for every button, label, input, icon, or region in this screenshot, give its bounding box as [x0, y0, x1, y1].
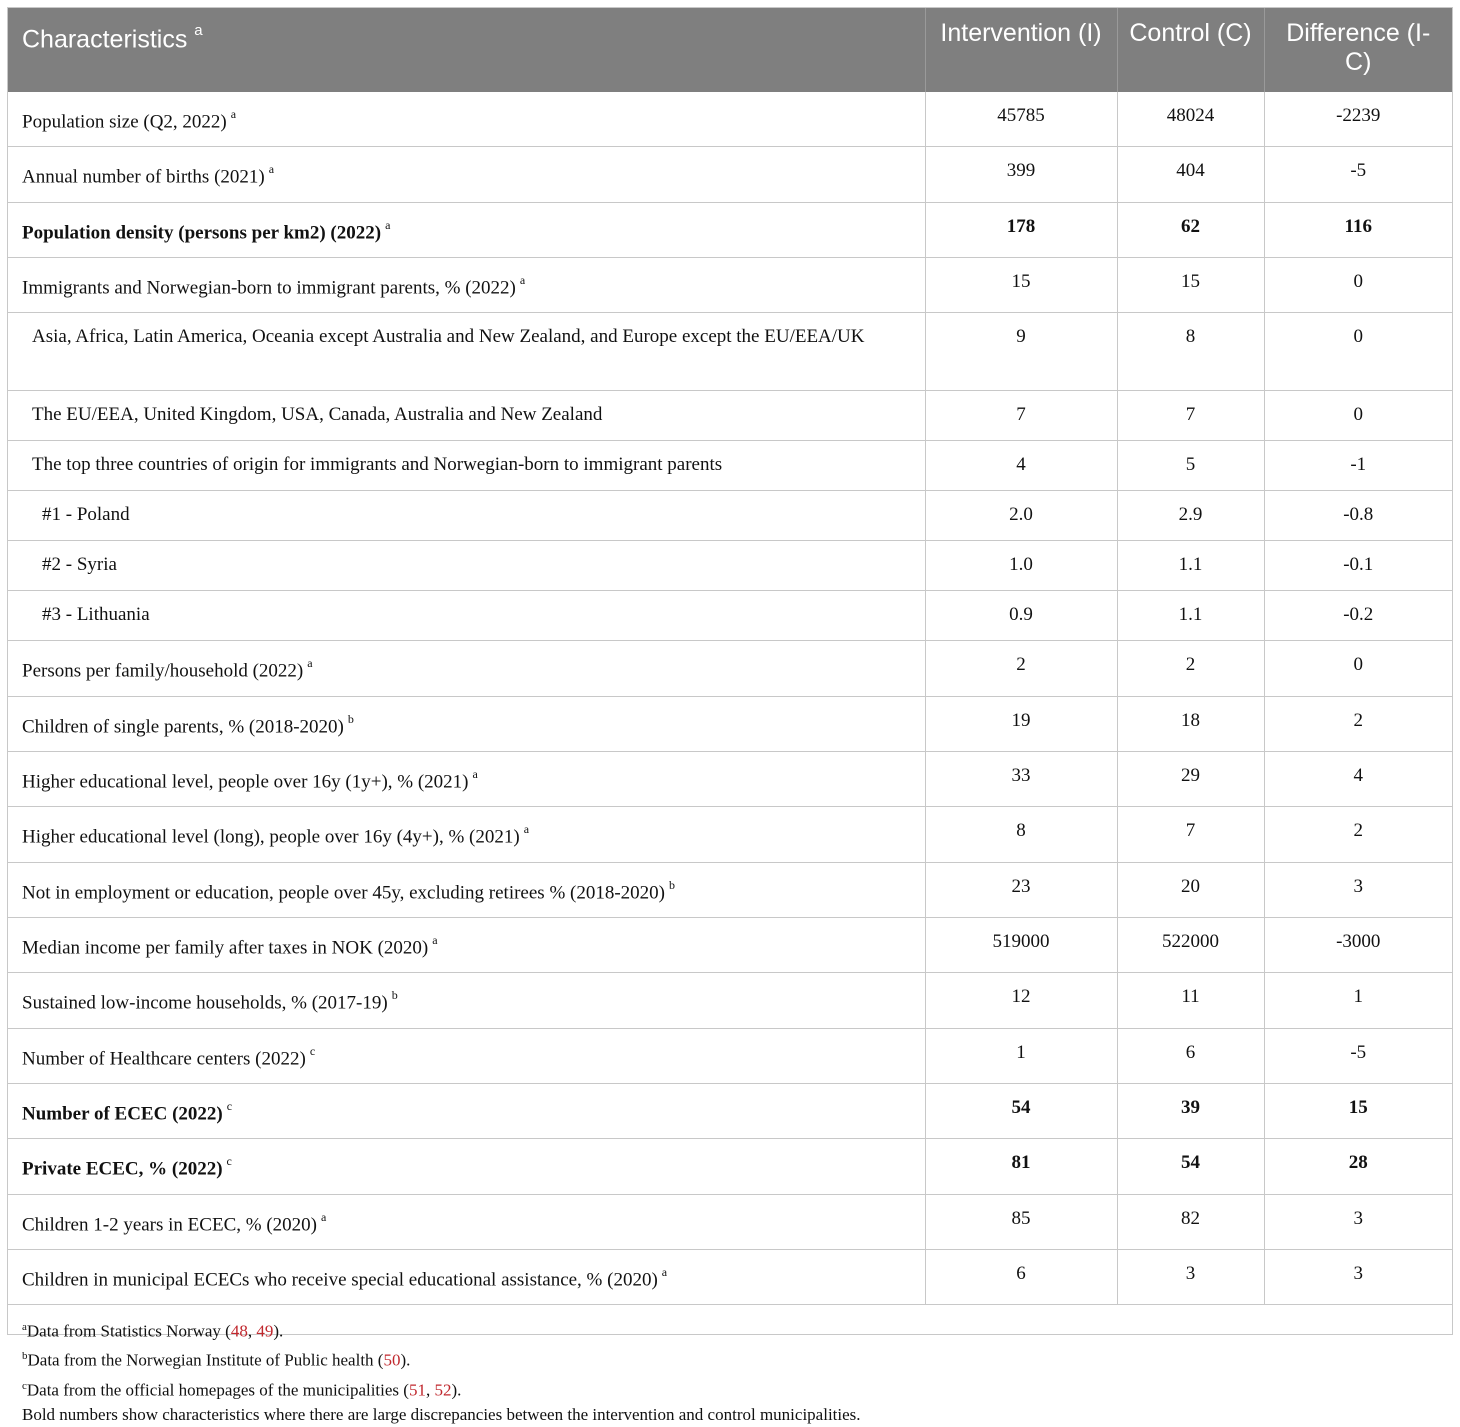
table-row [8, 1249, 1452, 1304]
table-row [8, 917, 1452, 972]
table-row [8, 1028, 1452, 1083]
table-row-highlighted [8, 202, 1452, 257]
row-label: Not in employment or education, people over 45y, excluding retirees % (2018-2020) $^b$ [8, 862, 925, 917]
difference-value: 0 [1264, 391, 1452, 441]
header-difference: Difference (I-C) [1286, 19, 1431, 76]
table-row [8, 751, 1452, 806]
footnote-a: $^a$Data from Statistics Norway (48, 49). [22, 1321, 284, 1341]
row-label: Asia, Africa, Latin America, Oceania except Australia and New Zealand, and Europe except the EU/EEA/UK [8, 313, 925, 391]
control-value: 11 [1117, 973, 1264, 1028]
control-value: 54 [1117, 1139, 1264, 1194]
control-value: 7 [1117, 391, 1264, 441]
intervention-value: 178 [925, 202, 1117, 257]
difference-value: -2239 [1264, 92, 1452, 147]
difference-value: -3000 [1264, 917, 1452, 972]
table-row [8, 541, 1452, 591]
row-label: Number of Healthcare centers (2022) $^c$ [8, 1028, 925, 1083]
difference-value: 116 [1264, 202, 1452, 257]
table-row [8, 391, 1452, 441]
row-label: Higher educational level, people over 16y (1y+), % (2021) $^a$ [8, 751, 925, 806]
intervention-value: 1 [925, 1028, 1117, 1083]
intervention-value: 15 [925, 257, 1117, 312]
row-label: Immigrants and Norwegian-born to immigrant parents, % (2022) $^a$ [8, 257, 925, 312]
control-value: 5 [1117, 441, 1264, 491]
intervention-value: 4 [925, 441, 1117, 491]
table-row [8, 862, 1452, 917]
footnote-c: $^c$Data from the official homepages of the municipalities (51, 52). [22, 1379, 462, 1400]
intervention-value: 54 [925, 1083, 1117, 1138]
difference-value: 0 [1264, 313, 1452, 391]
table-row [8, 147, 1452, 202]
control-value: 7 [1117, 807, 1264, 862]
table-row-highlighted [8, 1139, 1452, 1194]
table-row [8, 1194, 1452, 1249]
intervention-value: 519000 [925, 917, 1117, 972]
control-value: 39 [1117, 1083, 1264, 1138]
footnote-b: $^b$Data from the Norwegian Institute of Public health (50). [22, 1350, 411, 1371]
intervention-value: 85 [925, 1194, 1117, 1249]
row-label: Number of ECEC (2022) $^c$ [8, 1083, 925, 1138]
row-label: Children in municipal ECECs who receive special educational assistance, % (2020) $^a$ [8, 1249, 925, 1304]
difference-value: 1 [1264, 973, 1452, 1028]
row-label: Persons per family/household (2022) $^a$ [8, 641, 925, 696]
citation-link[interactable]: 48 [230, 1321, 248, 1341]
row-label: #3 - Lithuania [8, 591, 925, 641]
table-header-row [8, 8, 1452, 92]
control-value: 2 [1117, 641, 1264, 696]
row-label: Median income per family after taxes in NOK (2020) $^a$ [8, 917, 925, 972]
header-characteristics: Characteristics $^a$ [8, 8, 925, 92]
row-label: Population density (persons per km2) (2022) $^a$ [8, 202, 925, 257]
control-value: 2.9 [1117, 491, 1264, 541]
control-value: 62 [1117, 202, 1264, 257]
intervention-value: 2.0 [925, 491, 1117, 541]
table-row [8, 313, 1452, 391]
row-label: Higher educational level (long), people over 16y (4y+), % (2021) $^a$ [8, 807, 925, 862]
row-label: The top three countries of origin for immigrants and Norwegian-born to immigrant parents [8, 441, 925, 491]
difference-value: 15 [1264, 1083, 1452, 1138]
table-row [8, 807, 1452, 862]
difference-value: 2 [1264, 807, 1452, 862]
control-value: 15 [1117, 257, 1264, 312]
row-label: Children 1-2 years in ECEC, % (2020) $^a$ [8, 1194, 925, 1249]
table-row [8, 491, 1452, 541]
control-value: 48024 [1117, 92, 1264, 147]
table-row [8, 641, 1452, 696]
row-label: The EU/EEA, United Kingdom, USA, Canada, Australia and New Zealand [8, 391, 925, 441]
table-footnotes [8, 1305, 1452, 1427]
row-label: Children of single parents, % (2018-2020) $^b$ [8, 696, 925, 751]
intervention-value: 1.0 [925, 541, 1117, 591]
difference-value: 2 [1264, 696, 1452, 751]
intervention-value: 23 [925, 862, 1117, 917]
table-row-highlighted [8, 1083, 1452, 1138]
citation-link[interactable]: 49 [256, 1321, 274, 1341]
intervention-value: 8 [925, 807, 1117, 862]
footnote-bold-note: Bold numbers show characteristics where there are large discrepancies between the intervention and control municipalities. [22, 1404, 861, 1424]
difference-value: 4 [1264, 751, 1452, 806]
intervention-value: 7 [925, 391, 1117, 441]
characteristics-table-figure [7, 7, 1453, 1424]
citation-link[interactable]: 52 [434, 1380, 452, 1400]
difference-value: 3 [1264, 1194, 1452, 1249]
intervention-value: 0.9 [925, 591, 1117, 641]
row-label: Sustained low-income households, % (2017-19) $^b$ [8, 973, 925, 1028]
row-label: #1 - Poland [8, 491, 925, 541]
difference-value: 28 [1264, 1139, 1452, 1194]
row-label: Annual number of births (2021) $^a$ [8, 147, 925, 202]
difference-value: -1 [1264, 441, 1452, 491]
difference-value: 0 [1264, 641, 1452, 696]
header-intervention: Intervention (I) [925, 8, 1117, 92]
header-control: Control (C) [1117, 8, 1264, 92]
row-label: Population size (Q2, 2022) $^a$ [8, 92, 925, 147]
intervention-value: 6 [925, 1249, 1117, 1304]
intervention-value: 45785 [925, 92, 1117, 147]
control-value: 20 [1117, 862, 1264, 917]
table-row [8, 591, 1452, 641]
characteristics-table [8, 8, 1452, 1305]
control-value: 1.1 [1117, 591, 1264, 641]
intervention-value: 33 [925, 751, 1117, 806]
difference-value: -0.2 [1264, 591, 1452, 641]
difference-value: 3 [1264, 862, 1452, 917]
table-row [8, 92, 1452, 147]
control-value: 29 [1117, 751, 1264, 806]
control-value: 522000 [1117, 917, 1264, 972]
control-value: 1.1 [1117, 541, 1264, 591]
control-value: 8 [1117, 313, 1264, 391]
row-label: #2 - Syria [8, 541, 925, 591]
control-value: 18 [1117, 696, 1264, 751]
intervention-value: 81 [925, 1139, 1117, 1194]
table-row [8, 973, 1452, 1028]
control-value: 404 [1117, 147, 1264, 202]
row-label: Private ECEC, % (2022) $^c$ [8, 1139, 925, 1194]
intervention-value: 12 [925, 973, 1117, 1028]
control-value: 6 [1117, 1028, 1264, 1083]
control-value: 3 [1117, 1249, 1264, 1304]
table-row [8, 441, 1452, 491]
intervention-value: 9 [925, 313, 1117, 391]
difference-value: -5 [1264, 147, 1452, 202]
control-value: 82 [1117, 1194, 1264, 1249]
difference-value: 0 [1264, 257, 1452, 312]
table-row [8, 257, 1452, 312]
difference-value: 3 [1264, 1249, 1452, 1304]
intervention-value: 399 [925, 147, 1117, 202]
difference-value: -0.1 [1264, 541, 1452, 591]
difference-value: -0.8 [1264, 491, 1452, 541]
citation-link[interactable]: 51 [408, 1380, 426, 1400]
citation-link[interactable]: 50 [383, 1351, 401, 1371]
intervention-value: 19 [925, 696, 1117, 751]
intervention-value: 2 [925, 641, 1117, 696]
table-row [8, 696, 1452, 751]
difference-value: -5 [1264, 1028, 1452, 1083]
